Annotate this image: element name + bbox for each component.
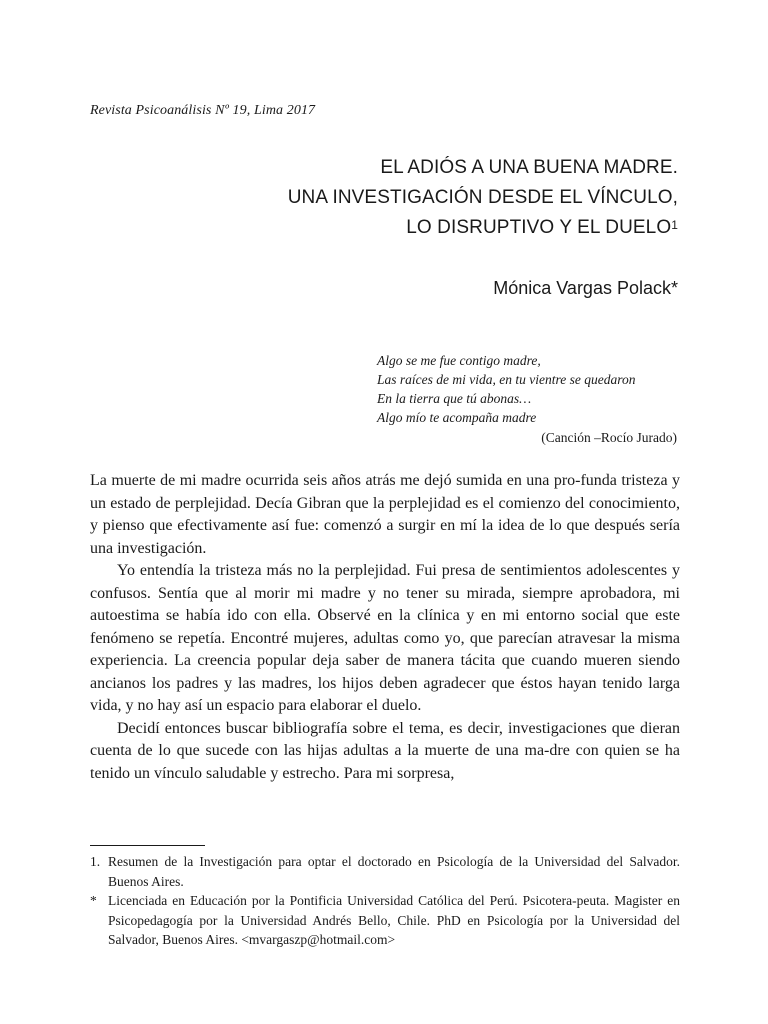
footnote-text: Resumen de la Investigación para optar el doctorado en Psicología de la Universidad del Salvador. Buenos Aires. [108,854,680,889]
epigraph-line: Algo se me fue contigo madre, [377,353,541,368]
title-footnote-mark[interactable]: 1 [671,218,678,232]
footnotes [90,852,680,950]
footnote-text: Licenciada en Educación por la Pontificia Universidad Católica del Perú. Psicotera-peuta. Magister en Psicopedagogía por la Universidad Andrés Bello, Chile. PhD en Psicología por la Universidad del Salvador, Buenos Aires. <mvargaszp@hotmail.com> [108,893,680,947]
article-body [90,470,680,785]
epigraph-attribution: (Canción –Rocío Jurado) [541,430,677,445]
footnote [90,852,680,891]
footnote-mark: * [90,893,97,908]
epigraph-line: Algo mío te acompaña madre [377,410,537,425]
article-title [118,153,678,243]
title-line: EL ADIÓS A UNA BUENA MADRE. [380,157,678,178]
epigraph-line: En la tierra que tú abonas… [377,391,532,406]
footnote-mark: 1. [90,854,101,869]
title-line [118,213,678,243]
author-name: Mónica Vargas Polack* [493,278,678,298]
title-line: UNA INVESTIGACIÓN DESDE EL VÍNCULO, [287,187,678,208]
footnote-divider [90,845,205,846]
footnote [90,891,680,950]
body-paragraph: La muerte de mi madre ocurrida seis años atrás me dejó sumida en una pro-funda tristeza y un estado de perplejidad. Decía Gibran que la perplejidad es el comienzo del conocimiento, y pienso que efectivamente así fue: comenzó a surgir en mí la idea de lo que después sería una investigación. [90,472,680,557]
journal-header: Revista Psicoanálisis Nº 19, Lima 2017 [90,103,316,118]
title-line-text: LO DISRUPTIVO Y EL DUELO [406,217,672,238]
epigraph-line: Las raíces de mi vida, en tu vientre se quedaron [377,372,636,387]
body-paragraph: Yo entendía la tristeza más no la perplejidad. Fui presa de sentimientos adolescentes y confusos. Sentía que al morir mi madre y no tener su mirada, siempre aprobadora, mi autoestima se había ido con ella. Observé en la clínica y en mi entorno social que este fenómeno se repetía. Encontré mujeres, adultas como yo, que parecían atravesar la misma experiencia. La creencia popular deja saber de manera tácita que cuando mueren siendo ancianos los padres y las madres, los hijos deben agradecer que éstos hayan tenido larga vida, y no hay así un espacio para elaborar el duelo. [90,562,680,714]
body-paragraph: Decidí entonces buscar bibliografía sobre el tema, es decir, investigaciones que dieran cuenta de lo que sucede con las hijas adultas a la muerte de una ma-dre con quien se ha tenido un vínculo saludable y estrecho. Para mi sorpresa, [90,719,680,782]
epigraph [377,351,677,447]
